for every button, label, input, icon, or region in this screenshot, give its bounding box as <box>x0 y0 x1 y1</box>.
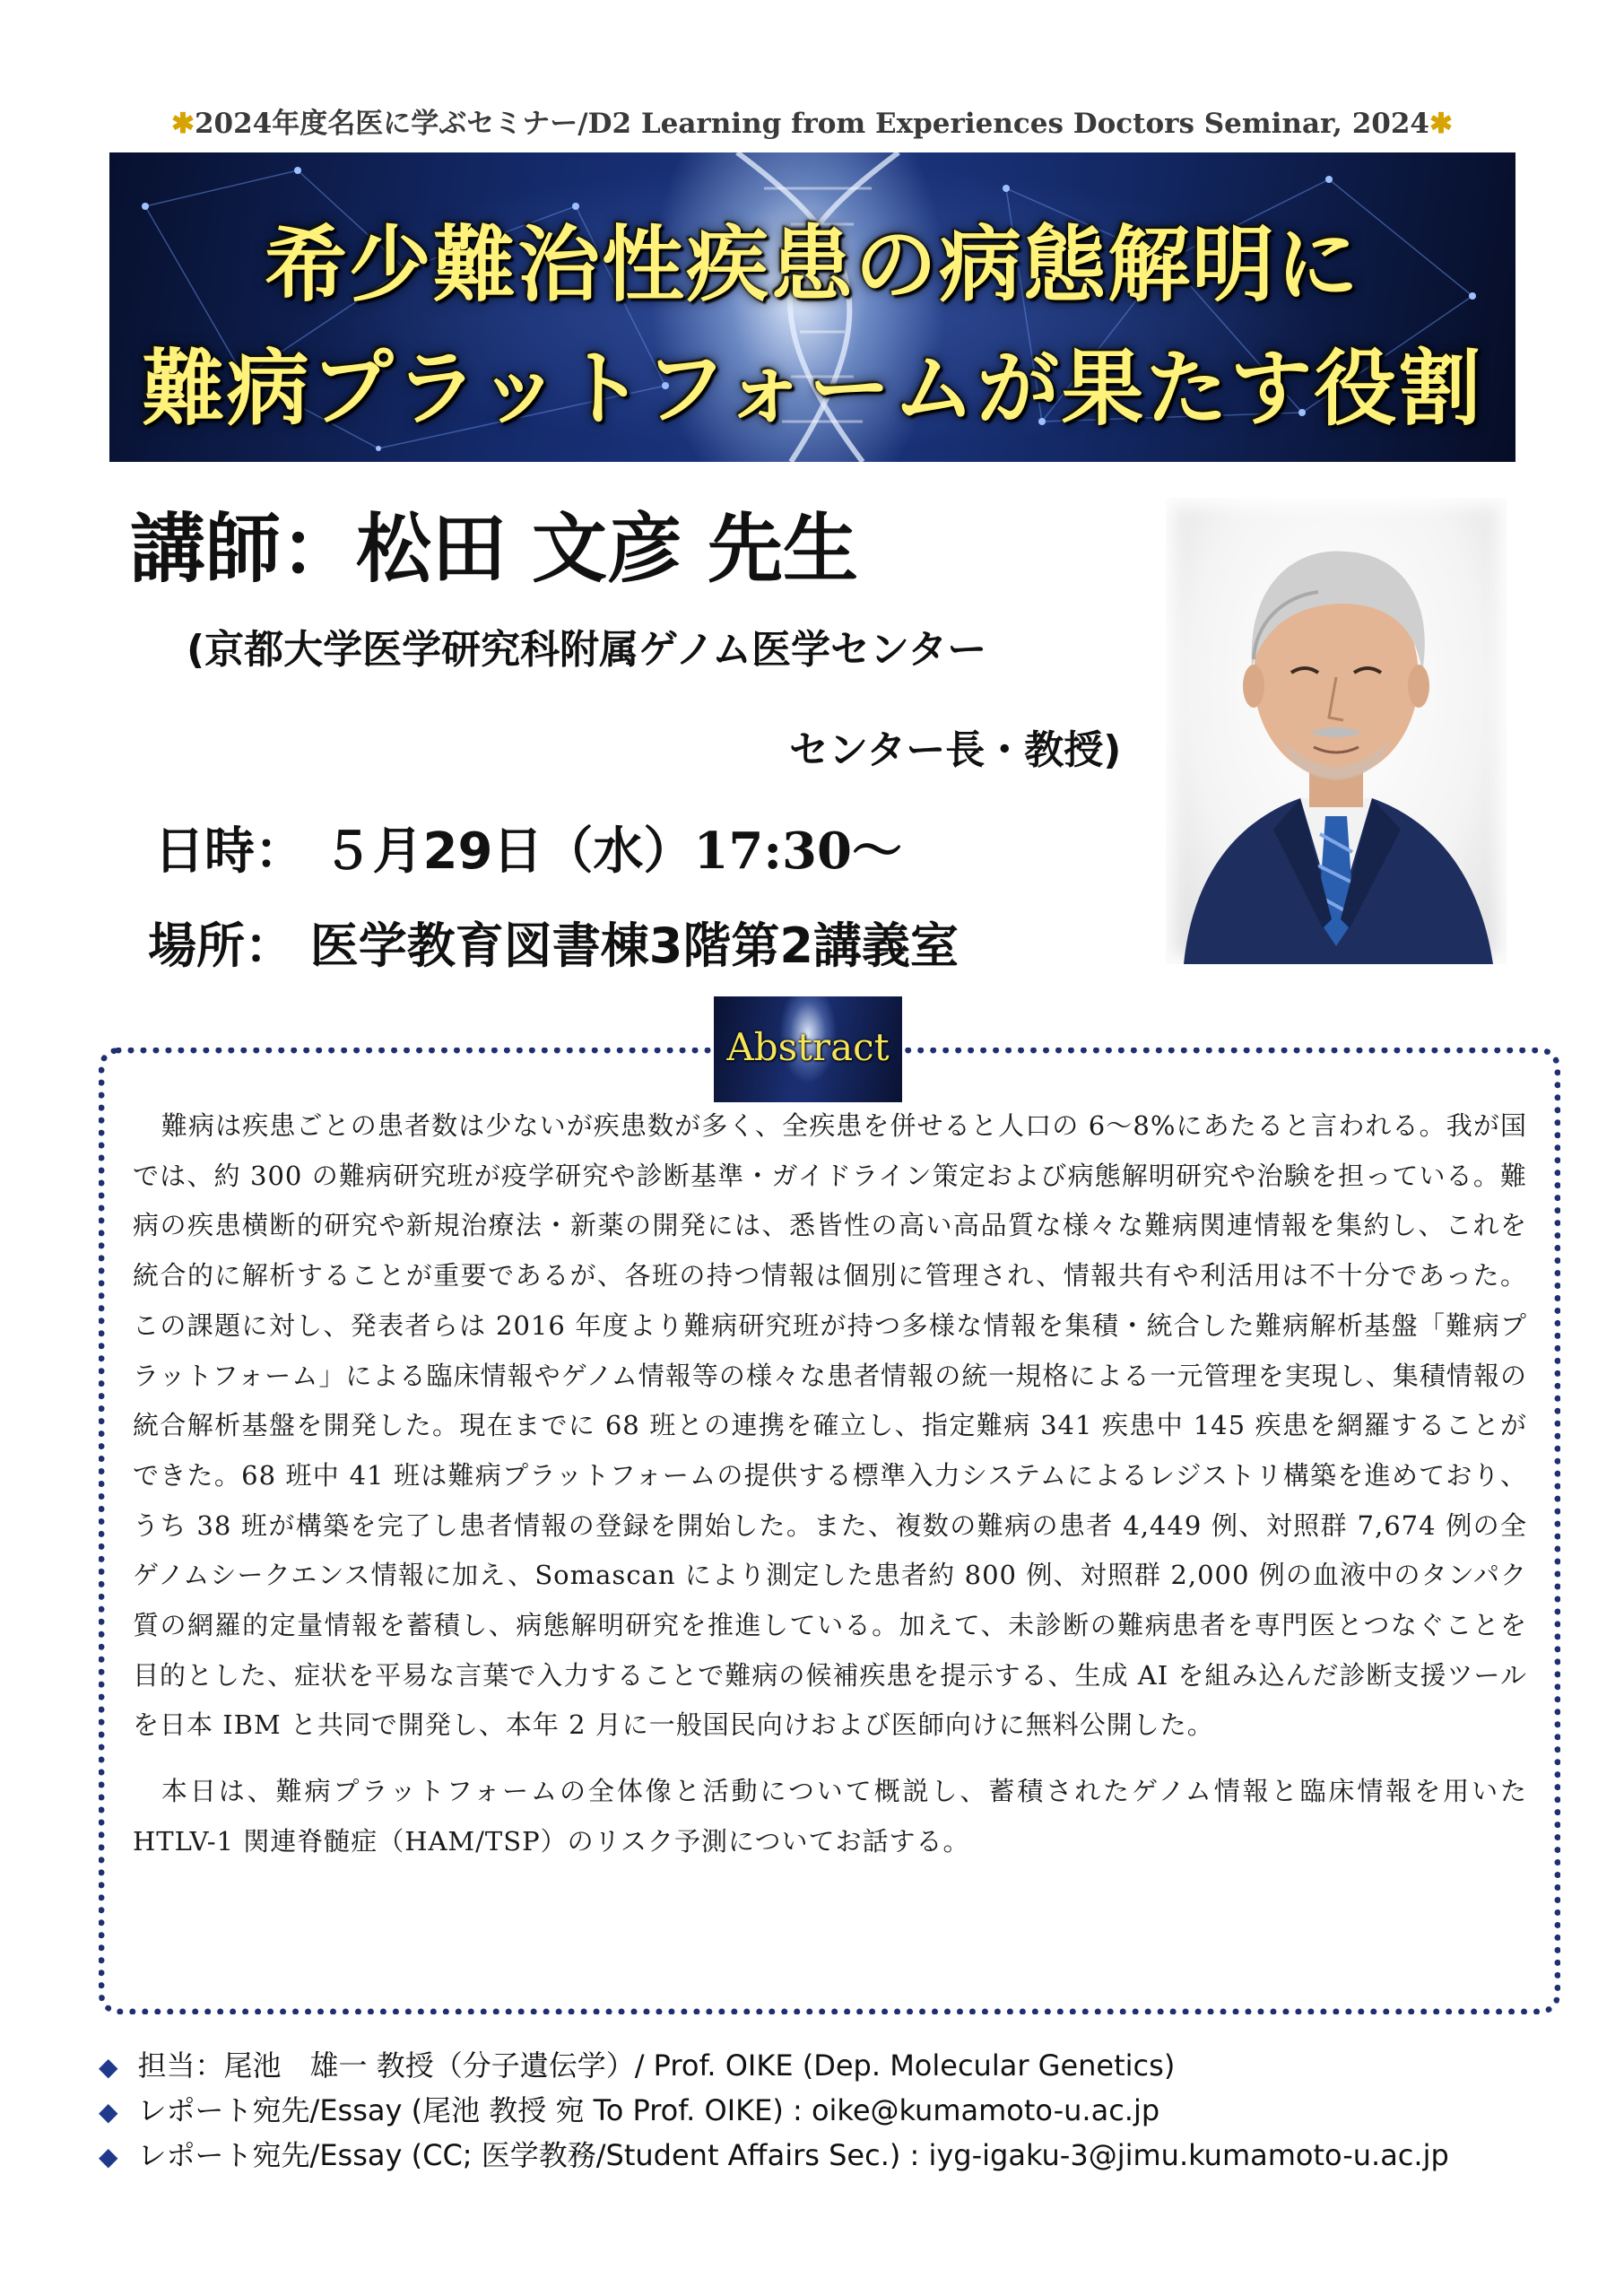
abstract-paragraph-2: 本日は、難病プラットフォームの全体像と活動について概説し、蓄積されたゲノム情報と臨床情報を用いた HTLV-1 関連脊髄症（HAM/TSP）のリスク予測についてお話する。 <box>133 1776 1527 1857</box>
title-banner <box>109 152 1515 462</box>
seminar-title-text: 2024年度名医に学ぶセミナー/D2 Learning from Experiences Doctors Seminar, 2024 <box>194 108 1430 140</box>
essay-cc-destination <box>99 2133 1449 2174</box>
datetime-label: 日時： <box>154 822 305 881</box>
banner-title-line-2: 難病プラットフォームが果たす役割 <box>142 341 1483 437</box>
diamond-bullet-icon: ◆ <box>99 2097 118 2126</box>
star-icon: ✱ <box>170 108 195 140</box>
abstract-body <box>133 1101 1527 1867</box>
date-time <box>154 812 902 883</box>
abstract-label-badge <box>711 994 905 1105</box>
contact-person-text: 担当：尾池 雄一 教授（分子遺伝学）/ Prof. OIKE (Dep. Molecular Genetics) <box>137 2048 1176 2083</box>
abstract-label: Abstract <box>726 1025 890 1069</box>
essay-cc-destination-text: レポート宛先/Essay (CC; 医学教務/Student Affairs Sec.) : iyg-igaku-3@jimu.kumamoto-u.ac.jp <box>137 2138 1449 2172</box>
abstract-paragraph-1: 難病は疾患ごとの患者数は少ないが疾患数が多く、全疾患を併せると人口の 6〜8%にあたると言われる。我が国では、約 300 の難病研究班が疫学研究や診断基準・ガイドライン策定および病態解明研究や治験を担っている。難病の疾患横断的研究や新規治療法・新薬の開発には、悉皆性の高い高品質な様々な難病関連情報を集約し、これを統合的に解析することが重要であるが、各班の持つ情報は個別に管理され、情報共有や利活用は不十分であった。この課題に対し、発表者らは 2016 年度より難病研究班が持つ多様な情報を集積・統合した難病解析基盤「難病プラットフォーム」による臨床情報やゲノム情報等の様々な患者情報の統一規格による一元管理を実現し、集積情報の統合解析基盤を開発した。現在までに 68 班との連携を確立し、指定難病 341 疾患中 145 疾患を網羅することができた。68 班中 41 班は難病プラットフォームの提供する標準入力システムによるレジストリ構築を進めており、うち 38 班が構築を完了し患者情報の登録を開始した。また、複数の難病の患者 4,449 例、対照群 7,674 例の全ゲノムシークエンス情報に加え、Somascan により測定した患者約 800 例、対照群 2,000 例の血液中のタンパク質の網羅的定量情報を蓄積し、病態解明研究を推進している。加えて、未診断の難病患者を専門医とつなぐことを目的とした、症状を平易な言葉で入力することで難病の候補疾患を提示する、生成 AI を組み込んだ診断支援ツールを日本 IBM と共同で開発し、本年 2 月に一般国民向けおよび医師向けに無料公開した。 <box>133 1110 1527 1741</box>
diamond-bullet-icon: ◆ <box>99 2142 118 2171</box>
venue: 場所： 医学教育図書棟3階第2講義室 <box>148 918 959 974</box>
speaker-honorific: 先生 <box>708 505 859 593</box>
speaker-affiliation-line-1: (京都大学医学研究科附属ゲノム医学センター <box>187 627 987 673</box>
date-value: ５月29日（水） <box>322 822 694 881</box>
banner-title-line-1: 希少難治性疾患の病態解明に <box>264 217 1360 313</box>
speaker-portrait-graphic <box>1166 498 1507 964</box>
star-icon: ✱ <box>1429 108 1453 140</box>
time-value: 17:30〜 <box>693 822 902 881</box>
contact-person <box>99 2043 1175 2084</box>
speaker-affiliation-line-2: センター長・教授) <box>789 727 1122 773</box>
speaker-name <box>130 489 858 597</box>
essay-destination-text: レポート宛先/Essay (尾池 教授 宛 To Prof. OIKE) : oike@kumamoto-u.ac.jp <box>137 2093 1160 2127</box>
diamond-bullet-icon: ◆ <box>99 2052 118 2082</box>
speaker-given-name: 文彦 <box>532 505 683 593</box>
speaker-portrait <box>1166 498 1507 964</box>
seminar-title <box>0 100 1624 141</box>
essay-destination <box>99 2088 1159 2129</box>
speaker-label: 講師：松田 <box>130 505 508 593</box>
